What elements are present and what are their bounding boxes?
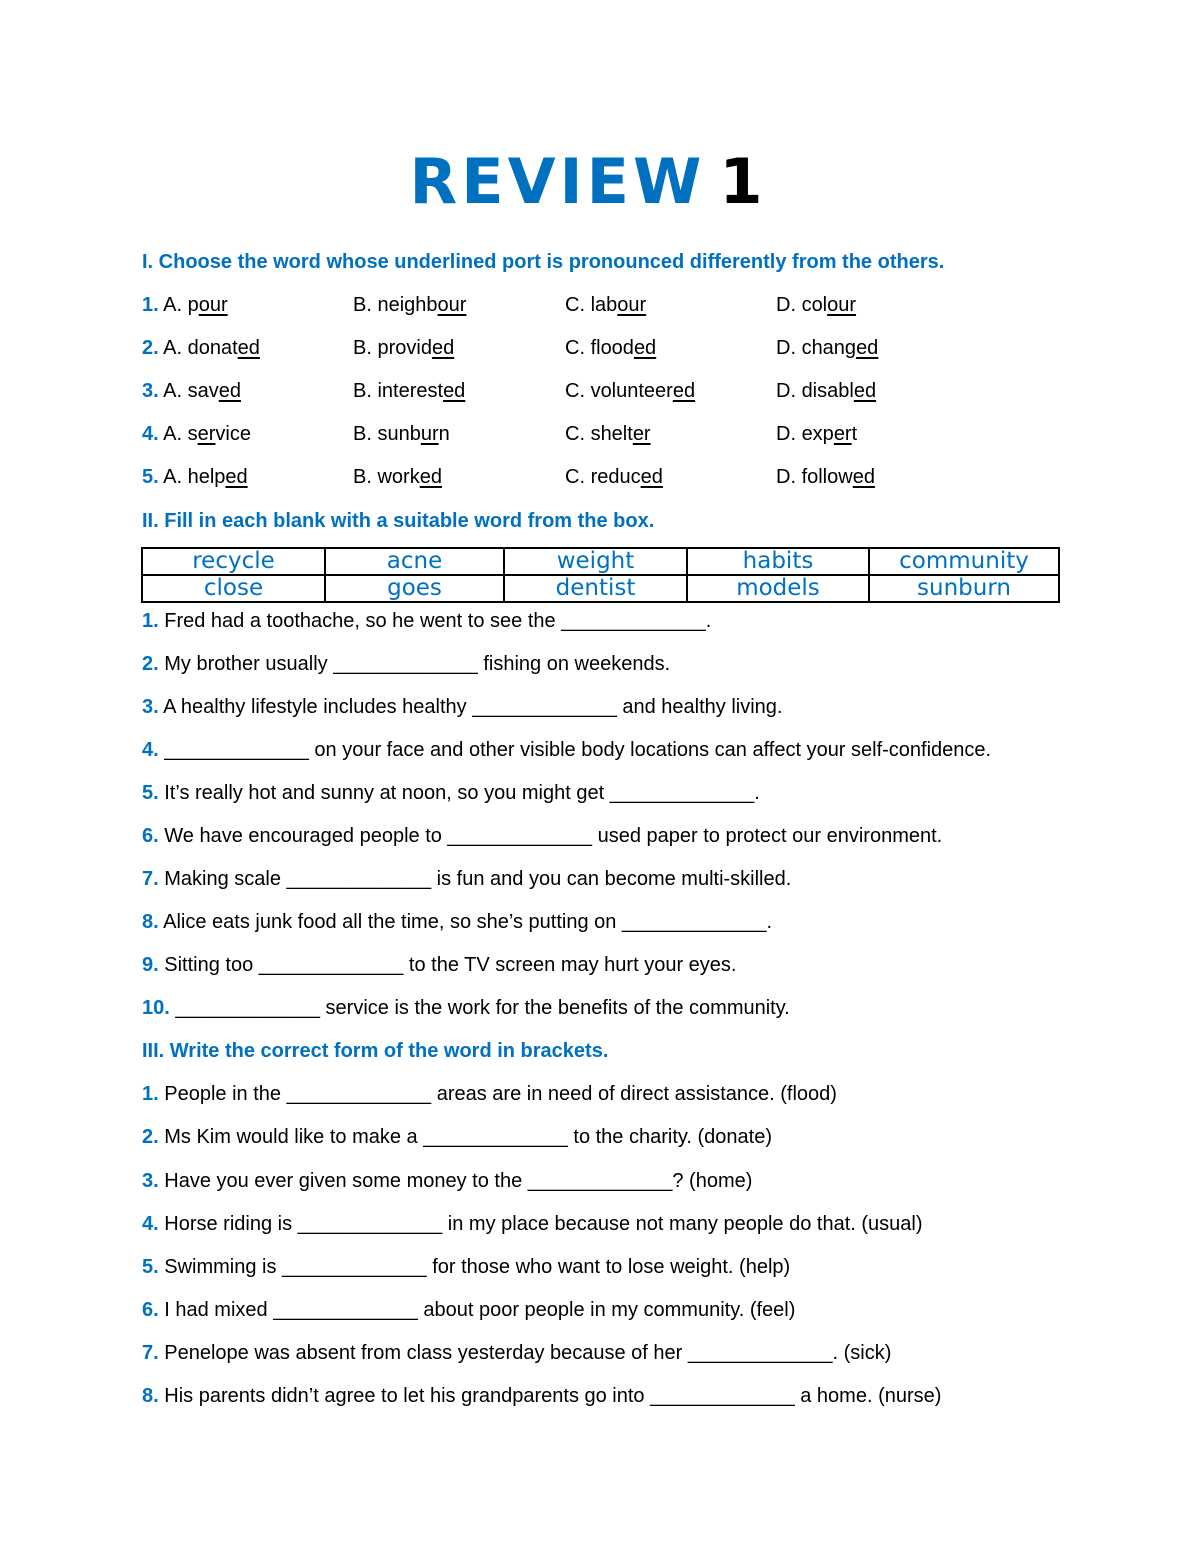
option-letter: C.	[565, 294, 585, 316]
question-number: 1.	[142, 294, 159, 316]
question-number: 3.	[142, 1170, 159, 1192]
exercise-sentence	[142, 950, 736, 980]
option-word-part: shelt	[590, 423, 633, 445]
option-word-part: n	[438, 423, 450, 445]
word-box-cell: close	[142, 575, 325, 602]
option-underlined-part: ed	[852, 466, 875, 488]
option-word-part: help	[187, 466, 226, 488]
option-underlined-part: ed	[672, 380, 696, 402]
sentence-text: It’s really hot and sunny at noon, so you might get _____________.	[164, 782, 760, 804]
answer-option	[142, 462, 248, 492]
choice-question	[142, 419, 1082, 449]
exercise-sentence	[142, 778, 760, 808]
answer-option	[353, 376, 465, 406]
answer-option	[353, 462, 442, 492]
word-box-cell: sunburn	[869, 575, 1059, 602]
question-number: 2.	[142, 653, 159, 675]
word-box-cell: dentist	[504, 575, 687, 602]
option-word-part: volunteer	[590, 380, 673, 402]
title-number: 1	[719, 145, 767, 218]
option-letter: B.	[353, 337, 372, 359]
title-word: REVIEW	[409, 145, 706, 218]
option-underlined-part: ed	[218, 380, 241, 402]
option-underlined-part: ed	[856, 337, 879, 359]
option-underlined-part: ed	[640, 466, 663, 488]
option-word-part: work	[377, 466, 420, 488]
answer-option	[565, 290, 646, 320]
word-box-cell: acne	[325, 548, 504, 575]
option-word-part: s	[187, 423, 198, 445]
sentence-text: Making scale _____________ is fun and you can become multi-skilled.	[164, 868, 792, 890]
question-number: 7.	[142, 868, 159, 890]
choice-question	[142, 462, 1082, 492]
sentence-text: Ms Kim would like to make a _____________ to the charity. (donate)	[164, 1126, 773, 1148]
word-box-cell: recycle	[142, 548, 325, 575]
option-word-part: provid	[377, 337, 432, 359]
sentence-text: Alice eats junk food all the time, so she’s putting on _____________.	[163, 911, 773, 933]
question-number: 5.	[142, 466, 159, 488]
exercise-sentence	[142, 649, 670, 679]
question-number: 2.	[142, 1126, 159, 1148]
exercise-sentence	[142, 864, 791, 894]
option-word-part: neighb	[377, 294, 438, 316]
option-letter: A.	[163, 294, 183, 316]
option-letter: A.	[163, 466, 183, 488]
exercise-sentence	[142, 1166, 752, 1196]
answer-option	[565, 333, 656, 363]
option-underlined-part: ur	[420, 423, 439, 445]
sentence-text: His parents didn’t agree to let his grandparents go into _____________ a home. (nurse)	[164, 1385, 942, 1407]
exercise-sentence	[142, 821, 942, 851]
option-letter: C.	[565, 380, 585, 402]
option-underlined-part: er	[197, 423, 216, 445]
answer-option	[353, 333, 454, 363]
option-letter: C.	[565, 423, 585, 445]
section-1-heading: I. Choose the word whose underlined port is pronounced differently from the others.	[142, 251, 945, 273]
choice-question	[142, 290, 1082, 320]
option-underlined-part: ed	[633, 337, 657, 359]
exercise-sentence	[142, 993, 790, 1023]
question-number: 3.	[142, 696, 159, 718]
option-word-part: exp	[801, 423, 834, 445]
option-word-part: t	[851, 423, 858, 445]
exercise-sentence	[142, 1295, 795, 1325]
option-letter: C.	[565, 337, 585, 359]
option-word-part: lab	[590, 294, 618, 316]
option-word-part: donat	[187, 337, 238, 359]
exercise-sentence	[142, 1381, 941, 1411]
option-word-part: flood	[590, 337, 634, 359]
option-letter: A.	[163, 380, 183, 402]
sentence-text: Sitting too _____________ to the TV screen may hurt your eyes.	[164, 954, 737, 976]
answer-option	[353, 419, 450, 449]
exercise-sentence	[142, 1209, 923, 1239]
question-number: 2.	[142, 337, 159, 359]
answer-option	[142, 290, 228, 320]
option-word-part: sunb	[377, 423, 421, 445]
option-letter: D.	[776, 380, 796, 402]
option-word-part: reduc	[590, 466, 641, 488]
option-underlined-part: ed	[853, 380, 877, 402]
option-letter: B.	[353, 380, 372, 402]
question-number: 4.	[142, 423, 159, 445]
answer-option	[142, 376, 241, 406]
sentence-text: Fred had a toothache, so he went to see the _____________.	[164, 610, 712, 632]
option-underlined-part: our	[827, 294, 857, 316]
question-number: 6.	[142, 1299, 159, 1321]
question-number: 5.	[142, 782, 159, 804]
sentence-text: We have encouraged people to _____________ used paper to protect our environment.	[164, 825, 943, 847]
sentence-text: I had mixed _____________ about poor people in my community. (feel)	[164, 1299, 796, 1321]
option-underlined-part: ed	[443, 380, 466, 402]
word-box-row	[142, 548, 1059, 575]
word-box	[141, 547, 1060, 603]
answer-option	[776, 290, 856, 320]
exercise-sentence	[142, 1338, 891, 1368]
question-number: 4.	[142, 739, 159, 761]
option-letter: D.	[776, 294, 796, 316]
option-letter: B.	[353, 294, 372, 316]
option-underlined-part: our	[437, 294, 467, 316]
option-letter: C.	[565, 466, 585, 488]
option-letter: D.	[776, 466, 796, 488]
page-title	[0, 142, 1176, 222]
question-number: 10.	[142, 997, 170, 1019]
section-2-heading: II. Fill in each blank with a suitable word from the box.	[142, 510, 655, 532]
exercise-sentence	[142, 1122, 772, 1152]
option-underlined-part: our	[198, 294, 228, 316]
exercise-sentence	[142, 1252, 790, 1282]
sentence-text: My brother usually _____________ fishing on weekends.	[164, 653, 671, 675]
sentence-text: _____________ on your face and other visible body locations can affect your self-confidence.	[164, 739, 992, 761]
word-box-row	[142, 575, 1059, 602]
option-underlined-part: our	[617, 294, 647, 316]
option-word-part: p	[187, 294, 199, 316]
question-number: 6.	[142, 825, 159, 847]
answer-option	[142, 333, 260, 363]
exercise-sentence	[142, 692, 782, 722]
option-letter: A.	[163, 337, 183, 359]
sentence-text: Penelope was absent from class yesterday because of her _____________. (sick)	[164, 1342, 892, 1364]
answer-option	[776, 333, 878, 363]
exercise-sentence	[142, 735, 991, 765]
sentence-text: _____________ service is the work for the benefits of the community.	[175, 997, 790, 1019]
word-box-cell: models	[687, 575, 869, 602]
option-word-part: follow	[801, 466, 853, 488]
option-letter: D.	[776, 423, 796, 445]
word-box-cell: community	[869, 548, 1059, 575]
option-underlined-part: ed	[225, 466, 248, 488]
answer-option	[776, 376, 876, 406]
option-word-part: chang	[801, 337, 857, 359]
question-number: 1.	[142, 610, 159, 632]
answer-option	[776, 419, 857, 449]
option-underlined-part: er	[833, 423, 852, 445]
option-letter: D.	[776, 337, 796, 359]
question-number: 3.	[142, 380, 159, 402]
option-word-part: col	[801, 294, 828, 316]
answer-option	[565, 462, 663, 492]
exercise-sentence	[142, 606, 711, 636]
option-word-part: disabl	[801, 380, 854, 402]
option-word-part: sav	[187, 380, 219, 402]
option-letter: B.	[353, 466, 372, 488]
choice-question	[142, 333, 1082, 363]
question-number: 7.	[142, 1342, 159, 1364]
question-number: 8.	[142, 1385, 159, 1407]
option-underlined-part: ed	[237, 337, 260, 359]
question-number: 4.	[142, 1213, 159, 1235]
word-box-cell: habits	[687, 548, 869, 575]
exercise-sentence	[142, 907, 772, 937]
option-letter: B.	[353, 423, 372, 445]
choice-question	[142, 376, 1082, 406]
option-underlined-part: ed	[419, 466, 442, 488]
option-word-part: interest	[377, 380, 444, 402]
sentence-text: Swimming is _____________ for those who want to lose weight. (help)	[164, 1256, 791, 1278]
word-box-cell: goes	[325, 575, 504, 602]
option-letter: A.	[163, 423, 183, 445]
sentence-text: A healthy lifestyle includes healthy _____________ and healthy living.	[163, 696, 783, 718]
exercise-sentence	[142, 1079, 837, 1109]
question-number: 1.	[142, 1083, 159, 1105]
option-underlined-part: er	[632, 423, 651, 445]
sentence-text: People in the _____________ areas are in need of direct assistance. (flood)	[164, 1083, 837, 1105]
option-underlined-part: ed	[431, 337, 455, 359]
answer-option	[776, 462, 875, 492]
sentence-text: Horse riding is _____________ in my place because not many people do that. (usual)	[164, 1213, 923, 1235]
option-word-part: vice	[215, 423, 251, 445]
question-number: 5.	[142, 1256, 159, 1278]
answer-option	[142, 419, 251, 449]
section-3-heading: III. Write the correct form of the word in brackets.	[142, 1040, 609, 1062]
answer-option	[565, 419, 651, 449]
sentence-text: Have you ever given some money to the _____________? (home)	[164, 1170, 753, 1192]
answer-option	[353, 290, 466, 320]
word-box-cell: weight	[504, 548, 687, 575]
question-number: 8.	[142, 911, 159, 933]
answer-option	[565, 376, 695, 406]
question-number: 9.	[142, 954, 159, 976]
